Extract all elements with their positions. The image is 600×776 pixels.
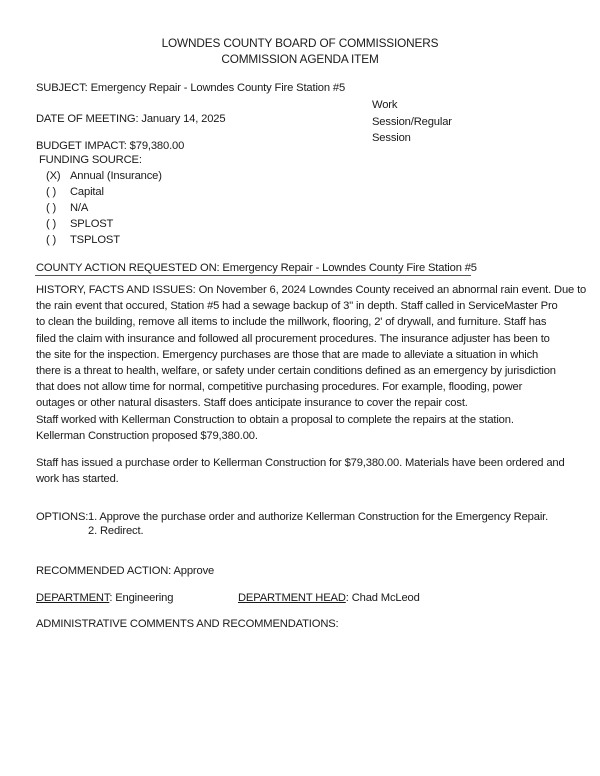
option-approve: 1. Approve the purchase order and authorize Kellerman Construction for the Emergency Repair. — [88, 511, 549, 523]
history-line: the site for the inspection. Emergency purchases are those that are made to alleviate a situation in which — [36, 348, 539, 361]
option-redirect: 2. Redirect. — [88, 525, 144, 537]
history-line: filed the claim with insurance and followed all procurement procedures. The insurance adjuster has been to — [36, 332, 550, 345]
session-type — [372, 97, 452, 147]
session-type-line-1: Work — [372, 99, 398, 111]
administrative-comments: ADMINISTRATIVE COMMENTS AND RECOMMENDATIONS: — [36, 618, 339, 630]
recommended-action: RECOMMENDED ACTION: Approve — [36, 565, 215, 577]
purchase-order-line: work has started. — [36, 473, 119, 486]
funding-option-label: N/A — [70, 202, 89, 214]
proposal-line: Kellerman Construction proposed $79,380.00. — [36, 430, 258, 443]
session-type-line-2: Session/Regular — [372, 115, 452, 128]
department-value: : Engineering — [109, 592, 174, 604]
budget-impact: BUDGET IMPACT: $79,380.00 — [36, 140, 185, 152]
date-of-meeting: DATE OF MEETING: January 14, 2025 — [36, 113, 226, 125]
department-head-label: DEPARTMENT HEAD — [238, 592, 346, 604]
funding-checkbox-mark: (X) — [46, 170, 61, 182]
purchase-order-line: Staff has issued a purchase order to Kellerman Construction for $79,380.00. Materials have been ordered and — [36, 457, 565, 469]
funding-option-label: TSPLOST — [70, 234, 120, 246]
history-line: outages or other natural disasters. Staff does anticipate insurance to cover the repair cost. — [36, 397, 468, 410]
funding-option-splost — [46, 218, 113, 230]
funding-checkbox-mark: ( ) — [46, 202, 57, 214]
department-head-value: : Chad McLeod — [345, 592, 420, 604]
funding-option-annual — [46, 170, 162, 182]
funding-option-na — [46, 202, 88, 214]
subject-line: SUBJECT: Emergency Repair - Lowndes County Fire Station #5 — [36, 82, 346, 94]
funding-source-label: FUNDING SOURCE: — [39, 154, 142, 166]
session-type-line-3: Session — [372, 132, 411, 144]
funding-option-label: SPLOST — [70, 218, 114, 230]
department-label: DEPARTMENT — [36, 592, 110, 604]
funding-checkbox-mark: ( ) — [46, 186, 57, 198]
funding-checkbox-mark: ( ) — [46, 234, 57, 246]
funding-option-label: Annual (Insurance) — [70, 170, 162, 182]
history-line: there is a threat to health, welfare, or safety under certain conditions defined as an emergency by jurisdiction — [36, 365, 556, 378]
funding-checkbox-mark: ( ) — [46, 218, 57, 230]
document-subtitle: COMMISSION AGENDA ITEM — [221, 52, 379, 66]
history-line: HISTORY, FACTS AND ISSUES: On November 6, 2024 Lowndes County received an abnormal rain event. Due to — [36, 284, 587, 296]
section-divider — [35, 275, 471, 276]
department — [36, 592, 173, 604]
proposal-paragraph — [36, 412, 576, 444]
document-title: LOWNDES COUNTY BOARD OF COMMISSIONERS — [161, 36, 439, 50]
funding-option-label: Capital — [70, 186, 104, 198]
options-label: OPTIONS: — [36, 511, 89, 523]
history-line: to clean the building, remove all items to include the millwork, flooring, 2' of drywall, and furniture. Staff has — [36, 316, 547, 329]
funding-option-capital — [46, 186, 104, 198]
history-facts-issues — [36, 282, 587, 412]
history-line: the rain event that occured, Station #5 had a sewage backup of 3" in depth. Staff called in ServiceMaster Pro — [36, 300, 558, 313]
proposal-line: Staff worked with Kellerman Construction to obtain a proposal to complete the repairs at the station. — [36, 414, 514, 426]
purchase-order-paragraph — [36, 455, 576, 487]
department-head — [238, 592, 420, 604]
history-line: that does not allow time for normal, competitive purchasing procedures. For example, flooding, power — [36, 381, 523, 394]
county-action-requested: COUNTY ACTION REQUESTED ON: Emergency Repair - Lowndes County Fire Station #5 — [36, 262, 477, 274]
funding-option-tsplost — [46, 234, 120, 246]
